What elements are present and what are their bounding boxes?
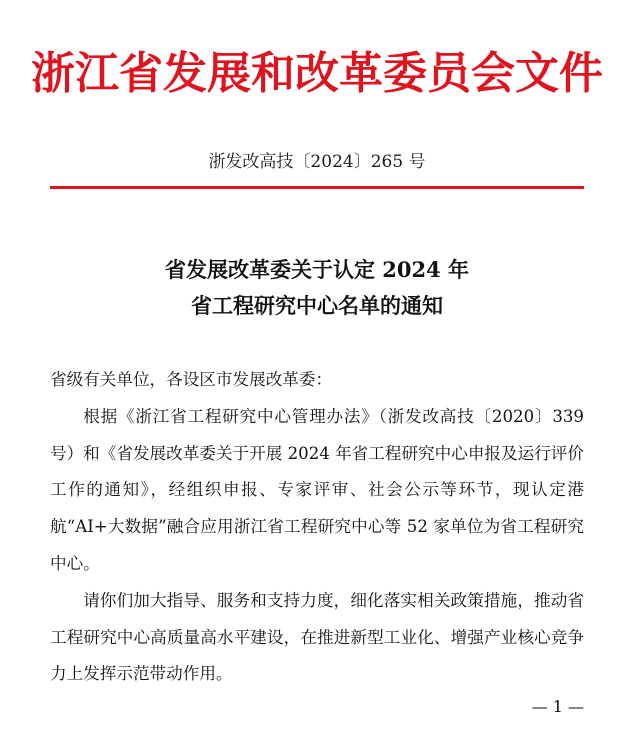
- document-number: 浙发改高技〔2024〕265 号: [208, 152, 426, 172]
- body-paragraph-2: 请你们加大指导、服务和支持力度，细化落实相关政策措施，推动省工程研究中心高质量高水平建设，在推进新型工业化、增强产业核心竞争力上发挥示范带动作用。: [50, 590, 584, 684]
- red-divider-rule: [50, 186, 584, 189]
- document-masthead: 浙江省发展和改革委员会文件: [31, 48, 603, 99]
- notice-body: [50, 362, 584, 693]
- page-number: — 1 —: [531, 697, 584, 716]
- notice-title-line-2: 省工程研究中心名单的通知: [191, 293, 443, 318]
- notice-title: [0, 252, 634, 324]
- notice-title-line-1: 省发展改革委关于认定 2024 年: [164, 257, 470, 282]
- salutation: 省级有关单位，各设区市发展改革委：: [50, 370, 333, 389]
- body-paragraph-1: 根据《浙江省工程研究中心管理办法》（浙发改高技〔2020〕339 号）和《省发展改革委关于开展 2024 年省工程研究中心申报及运行评价工作的通知》，经组织申报、专家评审、社会公示等环节，现认定港航“AI+大数据”融合应用浙江省工程研究中心等 52 家单位为省工程研究中心。: [50, 406, 584, 573]
